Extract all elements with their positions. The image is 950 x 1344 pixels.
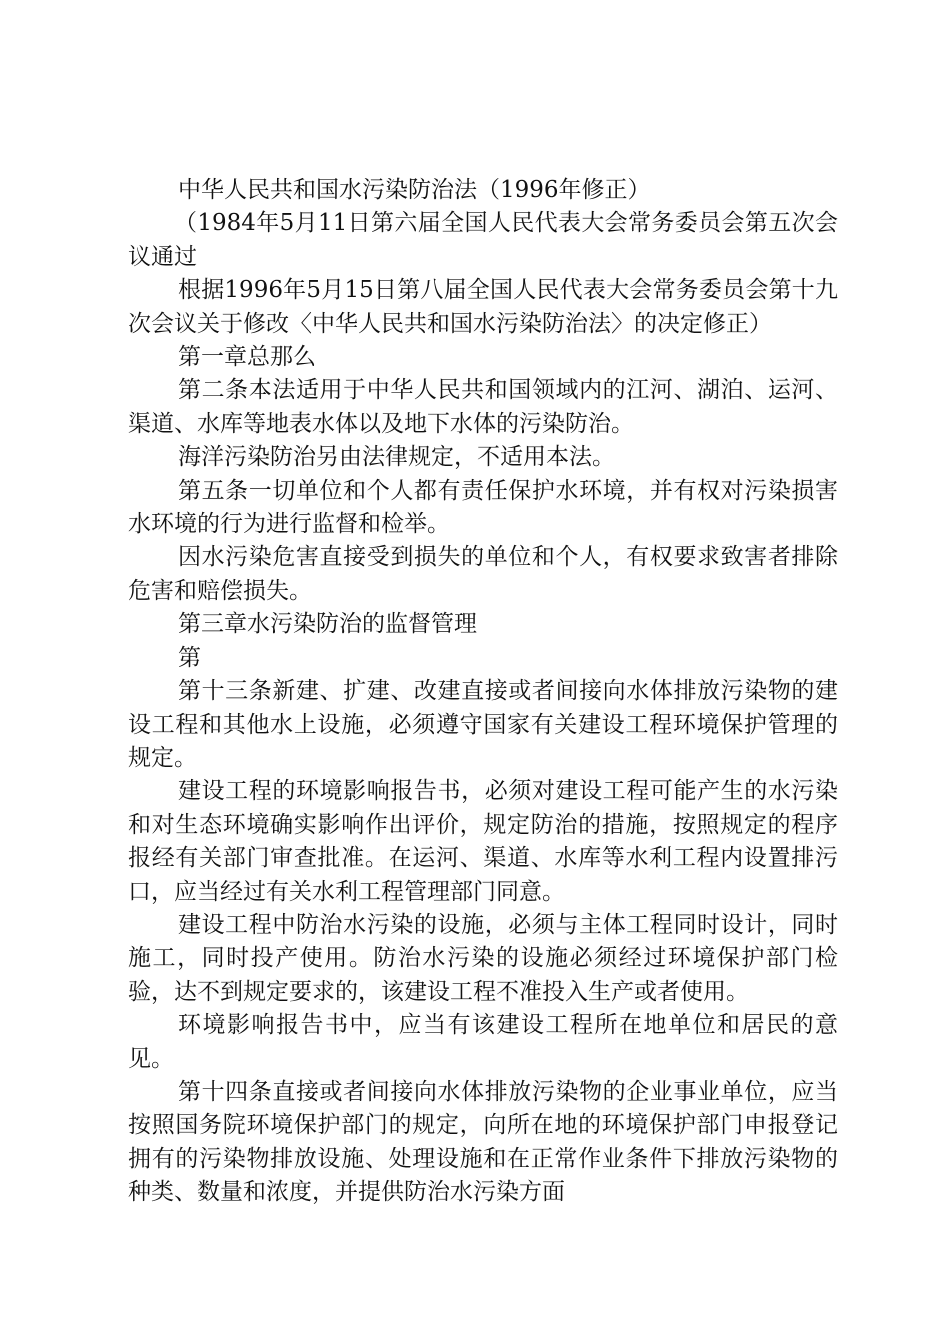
chapter-heading-3: 第三章水污染防治的监督管理 bbox=[178, 611, 477, 638]
paragraph-adoption-note: （1984年5月11日第六届全国人民代表大会常务委员会第五次会议通过 bbox=[128, 210, 838, 270]
article-13: 第十三条新建、扩建、改建直接或者间接向水体排放污染物的建设工程和其他水上设施，必须遵守国家有关建设工程环境保护管理的规定。 bbox=[128, 678, 838, 771]
paragraph-three-simultaneous: 建设工程中防治水污染的设施，必须与主体工程同时设计，同时施工，同时投产使用。防治水污染的设施必须经过环境保护部门检验，达不到规定要求的，该建设工程不准投入生产或者使用。 bbox=[128, 911, 838, 1005]
paragraph-resident-opinions: 环境影响报告书中，应当有该建设工程所在地单位和居民的意见。 bbox=[128, 1012, 838, 1072]
document-body bbox=[128, 174, 838, 1210]
paragraph-fragment: 第 bbox=[178, 644, 201, 671]
article-2: 第二条本法适用于中华人民共和国领域内的江河、湖泊、运河、渠道、水库等地表水体以及地下水体的污染防治。 bbox=[128, 377, 838, 437]
article-14: 第十四条直接或者间接向水体排放污染物的企业事业单位，应当按照国务院环境保护部门的规定，向所在地的环境保护部门申报登记拥有的污染物排放设施、处理设施和在正常作业条件下排放污染物的种类、数量和浓度，并提供防治水污染方面 bbox=[128, 1078, 838, 1206]
article-5: 第五条一切单位和个人都有责任保护水环境，并有权对污染损害水环境的行为进行监督和检举。 bbox=[128, 477, 838, 538]
paragraph-compensation: 因水污染危害直接受到损失的单位和个人，有权要求致害者排除危害和赔偿损失。 bbox=[128, 544, 838, 604]
paragraph-marine-pollution: 海洋污染防治另由法律规定，不适用本法。 bbox=[178, 444, 615, 471]
document-title: 中华人民共和国水污染防治法（1996年修正） bbox=[178, 177, 651, 203]
chapter-heading-1: 第一章总那么 bbox=[178, 344, 316, 371]
paragraph-amendment-note: 根据1996年5月15日第八届全国人民代表大会常务委员会第十九次会议关于修改〈中华人民共和国水污染防治法〉的决定修正） bbox=[128, 277, 838, 337]
paragraph-eia-report: 建设工程的环境影响报告书，必须对建设工程可能产生的水污染和对生态环境确实影响作出评价，规定防治的措施，按照规定的程序报经有关部门审查批准。在运河、渠道、水库等水利工程内设置排污口，应当经过有关水利工程管理部门同意。 bbox=[128, 778, 838, 905]
